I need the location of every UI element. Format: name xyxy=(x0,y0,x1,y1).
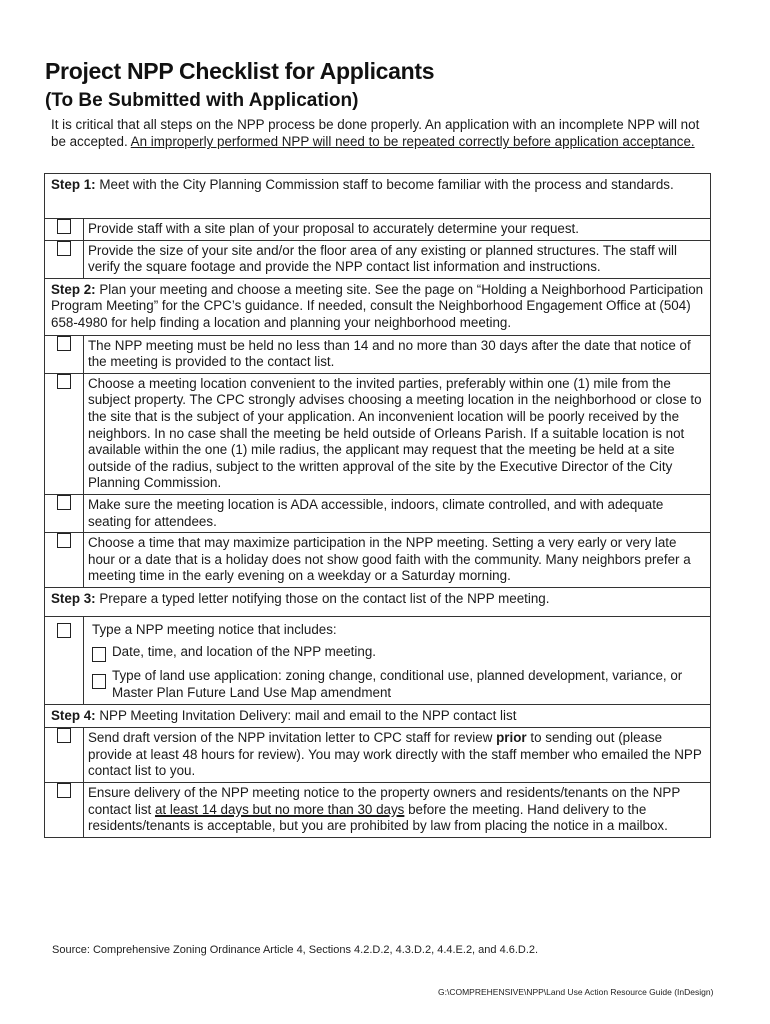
file-path-footer: G:\COMPREHENSIVE\NPP\Land Use Action Resource Guide (InDesign) xyxy=(438,987,714,997)
checklist-row xyxy=(45,240,711,278)
checklist-row xyxy=(45,783,711,838)
item-text-part: before the meeting. Hand delivery to the residents/tenants is acceptable, but you are prohibited by law from placing the notice in a mailbox. xyxy=(88,801,668,834)
item-with-subitems xyxy=(84,616,711,704)
checkbox[interactable] xyxy=(57,219,71,234)
intro-paragraph xyxy=(51,116,711,150)
checkbox-cell xyxy=(45,533,84,588)
step-3-cell xyxy=(45,587,711,616)
checkbox[interactable] xyxy=(57,495,71,510)
checkbox-cell xyxy=(45,616,84,704)
checkbox[interactable] xyxy=(57,623,71,638)
item-text-part: Ensure delivery of the NPP meeting notice to the property owners and residents/tenants on the NPP contact list xyxy=(88,785,681,817)
step-row xyxy=(45,174,711,219)
step-2-cell xyxy=(45,278,711,335)
checkbox-cell xyxy=(45,783,84,838)
checkbox-cell xyxy=(45,335,84,373)
item-text: Choose a time that may maximize participation in the NPP meeting. Setting a very early or very late hour or a date that is a holiday does not show good faith with the community. Many neighbors prefer a meeting time in the early evening on a weekday or a Saturday morning. xyxy=(84,533,711,588)
checklist-row xyxy=(45,533,711,588)
step-2-label: Step 2: xyxy=(51,281,96,297)
step-4-text: NPP Meeting Invitation Delivery: mail and email to the NPP contact list xyxy=(95,707,517,723)
step-row xyxy=(45,587,711,616)
step-3-label: Step 3: xyxy=(51,590,96,606)
checkbox[interactable] xyxy=(57,533,71,548)
item-text-underlined: at least 14 days but no more than 30 days xyxy=(154,801,405,817)
item-text: Provide staff with a site plan of your proposal to accurately determine your request. xyxy=(84,219,711,241)
step-row xyxy=(45,704,711,728)
checkbox-cell xyxy=(45,728,84,783)
step-4-cell xyxy=(45,704,711,728)
source-note: Source: Comprehensive Zoning Ordinance Article 4, Sections 4.2.D.2, 4.3.D.2, 4.4.E.2, and 4.6.D.2. xyxy=(52,944,539,956)
item-text: Choose a meeting location convenient to the invited parties, preferably within one (1) mile from the subject property. The CPC strongly advises choosing a meeting location in the neighborhood or close to the site that is the subject of your application. An inconvenient location will be poorly received by the neighbors. In no case shall the meeting be held outside of Orleans Parish. If a suitable location is not available within the one (1) mile radius, the applicant may request that the meeting be held at a site outside of the radius, subject to the written approval of the site by the Executive Director of the City Planning Commission. xyxy=(84,373,711,494)
item-text-part: Send draft version of the NPP invitation letter to CPC staff for review xyxy=(88,730,497,746)
checkbox-cell xyxy=(45,373,84,494)
step-1-cell xyxy=(45,174,711,219)
checkbox-cell xyxy=(45,494,84,532)
step-2-text: Plan your meeting and choose a meeting site. See the page on “Holding a Neighborhood Participation Program Meeting” for the CPC’s guidance. If needed, consult the Neighborhood Engagement Office at (504) 658-4980 for help finding a location and planning your neighborhood meeting. xyxy=(51,281,704,330)
item-text: Make sure the meeting location is ADA accessible, indoors, climate controlled, and with adequate seating for attendees. xyxy=(84,494,711,532)
item-text-part: to sending out (please provide at least 48 hours for review). You may work directly with the staff member who emailed the NPP contact list to you. xyxy=(88,730,702,779)
item-text: The NPP meeting must be held no less than 14 and no more than 30 days after the date that notice of the meeting is provided to the contact list. xyxy=(84,335,711,373)
item-text-bold: prior xyxy=(496,730,527,746)
checklist-table xyxy=(44,173,711,838)
checkbox[interactable] xyxy=(57,241,71,256)
step-1-label: Step 1: xyxy=(51,177,96,192)
subitem-text: Type of land use application: zoning change, conditional use, planned development, variance, or Master Plan Future Land Use Map amendment xyxy=(112,668,683,701)
checklist-row xyxy=(45,494,711,532)
page-subtitle: (To Be Submitted with Application) xyxy=(45,90,359,111)
step-4-label: Step 4: xyxy=(51,707,96,723)
item-text xyxy=(84,783,711,838)
item-text xyxy=(84,728,711,783)
item-text: Provide the size of your site and/or the floor area of any existing or planned structures. The staff will verify the square footage and provide the NPP contact list information and instructions. xyxy=(84,240,711,278)
item-text: Type a NPP meeting notice that includes: xyxy=(92,621,337,637)
checklist-row xyxy=(45,373,711,494)
intro-text: It is critical that all steps on the NPP process be done properly. An application with an incomplete NPP will not be accepted. xyxy=(51,117,700,149)
step-3-text: Prepare a typed letter notifying those on the contact list of the NPP meeting. xyxy=(95,590,550,606)
checkbox[interactable] xyxy=(92,647,106,662)
checkbox[interactable] xyxy=(92,674,106,689)
checklist-row xyxy=(45,616,711,704)
checklist-row xyxy=(45,219,711,241)
checkbox[interactable] xyxy=(57,336,71,351)
step-1-text: Meet with the City Planning Commission staff to become familiar with the process and standards. xyxy=(95,177,674,192)
step-row xyxy=(45,278,711,335)
checkbox[interactable] xyxy=(57,374,71,389)
checkbox-cell xyxy=(45,240,84,278)
intro-underlined-text: An improperly performed NPP will need to be repeated correctly before application acceptance. xyxy=(130,134,695,149)
checklist-row xyxy=(45,335,711,373)
checkbox[interactable] xyxy=(57,728,71,743)
checklist-row xyxy=(45,728,711,783)
subitem-text: Date, time, and location of the NPP meeting. xyxy=(112,644,376,660)
page-title: Project NPP Checklist for Applicants xyxy=(45,58,435,84)
checkbox[interactable] xyxy=(57,783,71,798)
subitem xyxy=(92,644,704,662)
subitem xyxy=(92,668,704,701)
checkbox-cell xyxy=(45,219,84,241)
